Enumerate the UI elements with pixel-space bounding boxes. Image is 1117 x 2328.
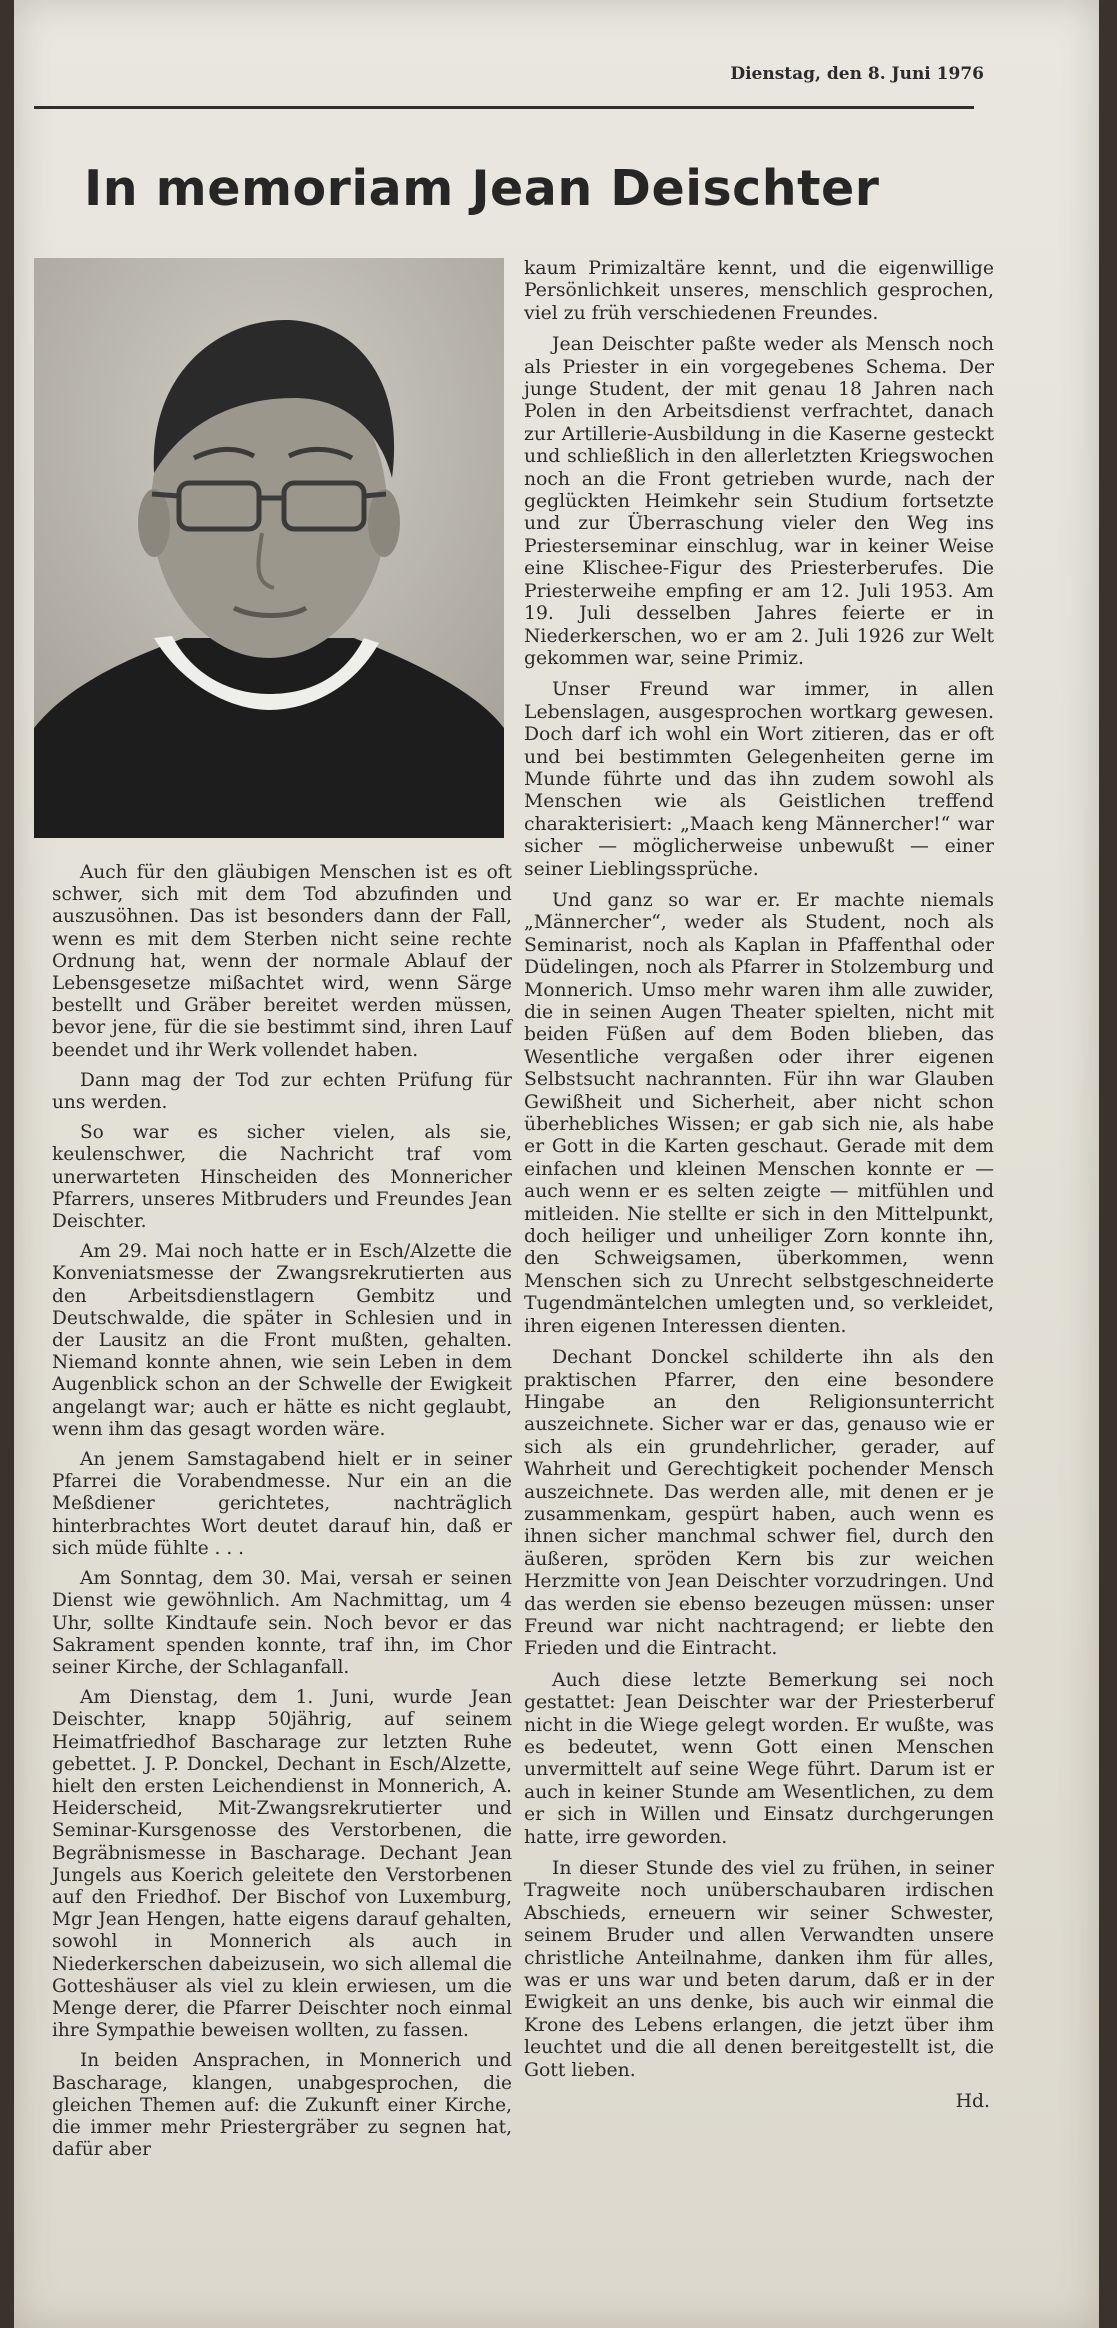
- top-rule: [34, 106, 974, 109]
- author-signature: Hd.: [955, 2091, 990, 2113]
- paragraph: In beiden Ansprachen, in Monnerich und Bascharage, klangen, unabgesprochen, die gleichen Themen auf: die Zukunft einer Kirche, die immer mehr Priestergräber zu segnen hat, dafür aber: [52, 2050, 512, 2161]
- paragraph: Am Sonntag, dem 30. Mai, versah er seinen Dienst wie gewöhnlich. Am Nachmittag, um 4 Uhr, sollte Kindtaufe sein. Noch bevor er das Sakrament spenden konnte, traf ihn, im Chor seiner Kirche, der Schlaganfall.: [52, 1568, 512, 1678]
- paragraph: Dechant Donckel schilderte ihn als den praktischen Pfarrer, den eine besondere Hingabe an den Religionsunterricht auszeichnete. Sicher war er das, genauso wie er sich als ein grundehrlicher, gerader, auf Wahrheit und Gerechtigkeit pochender Mensch auszeichnete. Das werden alle, mit denen er je zusammenkam, gespürt haben, auch wenn es ihnen sicher manchmal schwer fiel, durch den äußeren, spröden Kern bis zur weichen Herzmitte von Jean Deischter vorzudringen. Und das werden sie ebenso bezeugen müssen: unser Freund war nicht nachtragend; er liebte den Frieden und die Eintracht.: [524, 1347, 994, 1660]
- portrait-photo: [34, 258, 504, 838]
- left-column: [52, 862, 512, 2169]
- newspaper-clipping: [14, 0, 1099, 2328]
- paragraph: Am Dienstag, dem 1. Juni, wurde Jean Deischter, knapp 50jährig, auf seinem Heimatfriedhof Bascharage zur letzten Ruhe gebettet. J. P. Donckel, Dechant in Esch/Alzette, hielt den ersten Leichendienst in Monnerich, A. Heiderscheid, Mit-Zwangsrekrutierter und Seminar-Kursgenosse des Verstorbenen, die Begräbnismesse in Bascharage. Dechant Jean Jungels aus Koerich geleitete den Verstorbenen auf den Friedhof. Der Bischof von Luxemburg, Mgr Jean Hengen, hatte eigens darauf gehalten, sowohl in Monnerich als auch in Niederkerschen dabeizusein, wo sich allemal die Gotteshäuser als viel zu klein erwiesen, um die Menge derer, die Pfarrer Deischter noch einmal ihre Sympathie beweisen wollten, zu fassen.: [52, 1687, 512, 2042]
- right-column: [524, 258, 994, 2114]
- dateline: Dienstag, den 8. Juni 1976: [730, 64, 984, 84]
- paragraph: kaum Primizaltäre kennt, und die eigenwillige Persönlichkeit unseres, menschlich gesprochen, viel zu früh verschiedenen Freundes.: [524, 258, 994, 324]
- paragraph: Unser Freund war immer, in allen Lebenslagen, ausgesprochen wortkarg gewesen. Doch darf ich wohl ein Wort zitieren, das er oft und bei bestimmten Gelegenheiten gerne im Munde führte und das ihn zudem sowohl als Menschen wie als Geistlichen treffend charakterisiert: „Maach keng Männercher!“ war sicher — möglicherweise unbewußt — einer seiner Lieblingssprüche.: [524, 679, 994, 880]
- paragraph: Dann mag der Tod zur echten Prüfung für uns werden.: [52, 1069, 512, 1114]
- paragraph: Auch diese letzte Bemerkung sei noch gestattet: Jean Deischter war der Priesterberuf nicht in die Wiege gelegt worden. Er wußte, was es bedeutet, wenn Gott einen Menschen unvermittelt auf seine Wege führt. Darum ist er auch in keiner Stunde am Wesentlichen, zu dem er sich in Willen und Einsatz durchgerungen hatte, irre geworden.: [524, 1669, 994, 1848]
- paragraph: So war es sicher vielen, als sie, keulenschwer, die Nachricht traf vom unerwarteten Hinscheiden des Monnericher Pfarrers, unseres Mitbruders und Freundes Jean Deischter.: [52, 1122, 512, 1233]
- paragraph: An jenem Samstagabend hielt er in seiner Pfarrei die Vorabendmesse. Nur ein an die Meßdiener gerichtetes, nachträglich hinterbrachtes Wort deutet darauf hin, daß er sich müde fühlte . . .: [52, 1449, 512, 1559]
- paragraph: In dieser Stunde des viel zu frühen, in seiner Tragweite noch unüberschaubaren irdischen Abschieds, erneuern wir seiner Schwester, seinem Bruder und allen Verwandten unsere christliche Anteilnahme, danken ihm für alles, was er uns war und beten darum, daß er in der Ewigkeit an uns denke, bis auch wir einmal die Krone des Lebens erlangen, die jetzt über ihm leuchtet und die all denen bereitgestellt ist, die Gott lieben.: [524, 1858, 994, 2081]
- paragraph: Am 29. Mai noch hatte er in Esch/Alzette die Konveniatsmesse der Zwangsrekrutierten aus den Arbeitsdienstlagern Gembitz und Deutschwalde, die später in Schlesien und in der Lausitz an die Front mußten, gehalten. Niemand konnte ahnen, wie sein Leben in dem Augenblick schon an der Schwelle der Ewigkeit angelangt war; auch er hätte es nicht geglaubt, wenn ihm das gesagt worden wäre.: [52, 1241, 512, 1440]
- paragraph: Jean Deischter paßte weder als Mensch noch als Priester in ein vorgegebenes Schema. Der junge Student, der mit genau 18 Jahren nach Polen in den Arbeitsdienst verfrachtet, danach zur Artillerie-Ausbildung in die Kaserne gesteckt und schließlich in den allerletzten Kriegswochen noch an die Front getrieben wurde, nach der geglückten Heimkehr sein Studium fortsetzte und zur Überraschung vieler den Weg ins Priesterseminar einschlug, war in keiner Weise eine Klischee-Figur des Priesterberufes. Die Priesterweihe empfing er am 12. Juli 1953. Am 19. Juli desselben Jahres feierte er in Niederkerschen, wo er am 2. Juli 1926 zur Welt gekommen war, seine Primiz.: [524, 334, 994, 669]
- paragraph: Und ganz so war er. Er machte niemals „Männercher“, weder als Student, noch als Seminarist, noch als Kaplan in Pfaffenthal oder Düdelingen, noch als Pfarrer in Stolzemburg und Monnerich. Umso mehr waren ihm alle zuwider, die in seinen Augen Theater spielten, nicht mit beiden Füßen auf dem Boden blieben, das Wesentliche vergaßen oder ihrer eigenen Selbstsucht nachrannten. Für ihn war Glauben Gewißheit und Sicherheit, aber nicht schon überhebliches Wissen; er gab sich nie, als habe er Gott in die Karten geschaut. Gerade mit dem einfachen und kleinen Menschen konnte er — auch wenn er es selten zeigte — mitfühlen und mitleiden. Nie stellte er sich in den Mittelpunkt, doch heiliger und unheiliger Zorn konnte ihn, den Schweigsamen, überkommen, wenn Menschen sich zu Unrecht selbstgeschneiderte Tugendmäntelchen umlegten und, so verkleidet, ihren eigenen Interessen dienten.: [524, 889, 994, 1337]
- portrait-icon: [34, 258, 504, 838]
- paragraph: Auch für den gläubigen Menschen ist es oft schwer, sich mit dem Tod abzufinden und auszusöhnen. Das ist besonders dann der Fall, wenn es mit dem Sterben nicht seine rechte Ordnung hat, wenn der normale Ablauf der Lebensgesetze mißachtet wird, wenn Särge bestellt und Gräber bereitet werden müssen, bevor jene, für die sie bestimmt sind, ihren Lauf beendet und ihr Werk vollendet haben.: [52, 862, 512, 1061]
- headline: In memoriam Jean Deischter: [84, 160, 880, 217]
